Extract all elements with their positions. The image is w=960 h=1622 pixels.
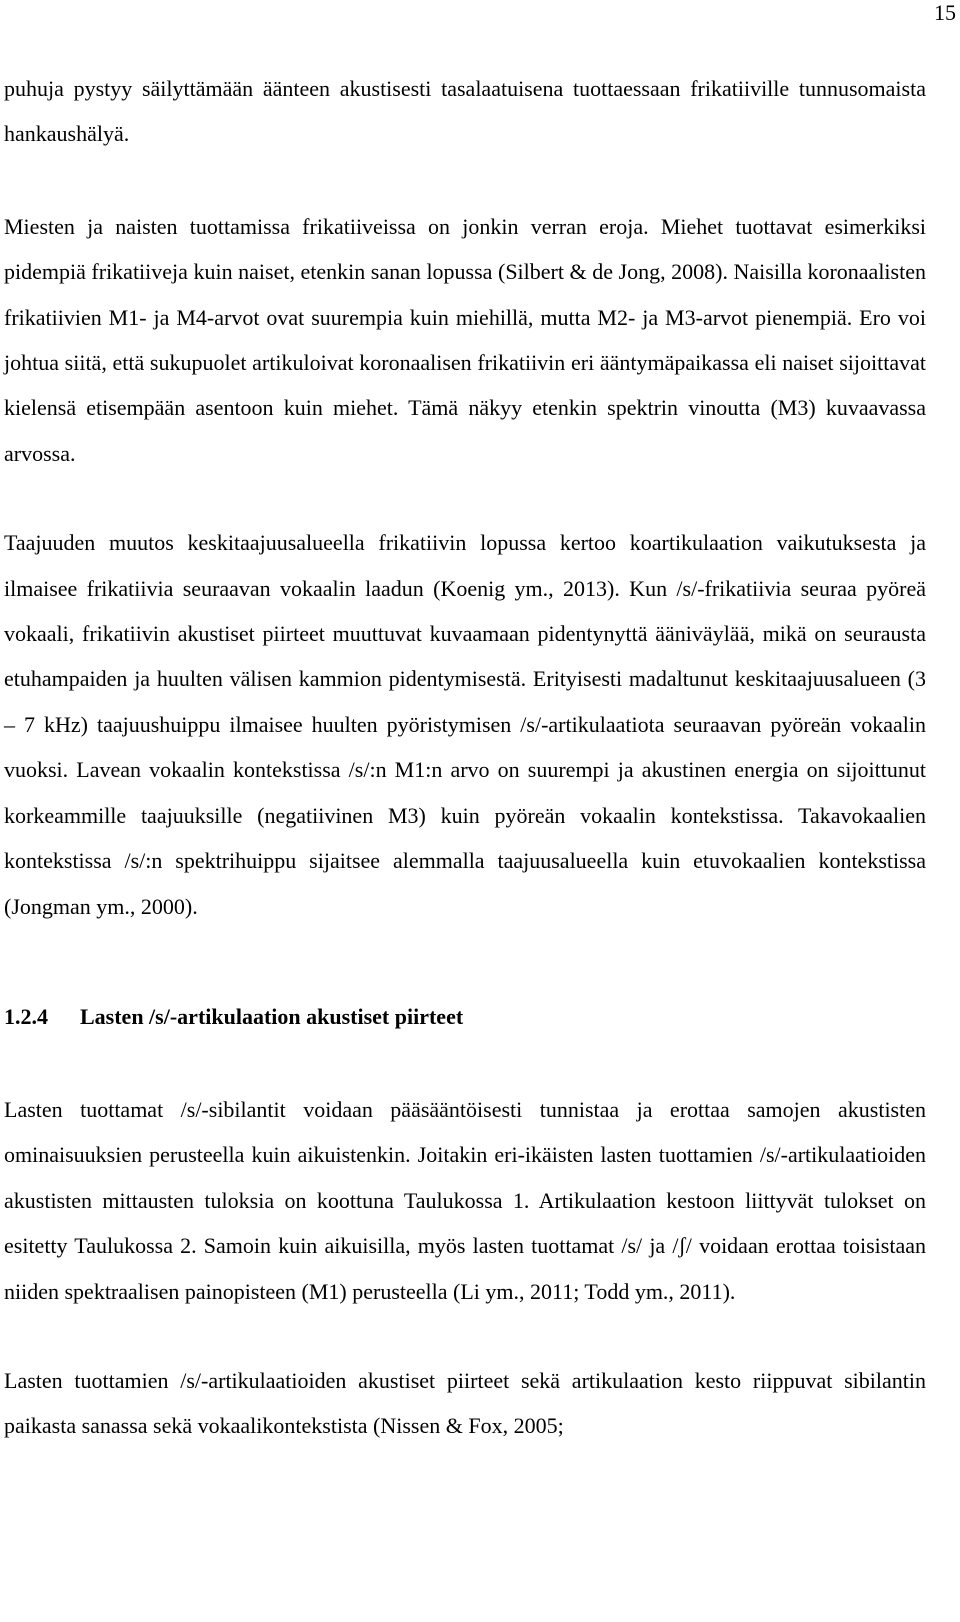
- paragraph-3: Taajuuden muutos keskitaajuusalueella frikatiivin lopussa kertoo koartikulaation vaikutuksesta ja ilmaisee frikatiivia seuraavan vokaalin laadun (Koenig ym., 2013). Kun /s/-frikatiivia seuraa pyöreä vokaali, frikatiivin akustiset piirteet muuttuvat kuvaamaan pidentynyttä ääniväylää, mikä on seurausta etuhampaiden ja huulten välisen kammion pidentymisestä. Erityisesti madaltunut keskitaajuusalueen (3 – 7 kHz) taajuushuippu ilmaisee huulten pyöristymisen /s/-artikulaatiota seuraavan pyöreän vokaalin vuoksi. Lavean vokaalin kontekstissa /s/:n M1:n arvo on suurempi ja akustinen energia on sijoittunut korkeammille taajuuksille (negatiivinen M3) kuin pyöreän vokaalin kontekstissa. Takavokaalien kontekstissa /s/:n spektrihuippu sijaitsee alemmalla taajuusalueella kuin etuvokaalien kontekstissa (Jongman ym., 2000).: [4, 530, 926, 919]
- page-number: 15: [934, 0, 956, 25]
- section-heading: [4, 997, 926, 1037]
- document-body: [4, 66, 926, 1449]
- paragraph-5: Lasten tuottamien /s/-artikulaatioiden akustiset piirteet sekä artikulaation kesto riippuvat sibilantin paikasta sanassa sekä vokaalikontekstista (Nissen & Fox, 2005;: [4, 1367, 926, 1439]
- section-number: 1.2.4: [4, 1003, 48, 1029]
- paragraph-2: Miesten ja naisten tuottamissa frikatiiveissa on jonkin verran eroja. Miehet tuottavat esimerkiksi pidempiä frikatiiveja kuin naiset, etenkin sanan lopussa (Silbert & de Jong, 2008). Naisilla koronaalisten frikatiivien M1- ja M4-arvot ovat suurempia kuin miehillä, mutta M2- ja M3-arvot pienempiä. Ero voi johtua siitä, että sukupuolet artikuloivat koronaalisen frikatiivin eri ääntymäpaikassa eli naiset sijoittavat kielensä etisempään asentoon kuin miehet. Tämä näkyy etenkin spektrin vinoutta (M3) kuvaavassa arvossa.: [4, 213, 926, 466]
- paragraph-1: puhuja pystyy säilyttämään äänteen akustisesti tasalaatuisena tuottaessaan frikatiiville tunnusomaista hankaushälyä.: [4, 76, 926, 147]
- paragraph-4: Lasten tuottamat /s/-sibilantit voidaan pääsääntöisesti tunnistaa ja erottaa samojen akustisten ominaisuuksien perusteella kuin aikuistenkin. Joitakin eri-ikäisten lasten tuottamien /s/-artikulaatioiden akustisten mittausten tuloksia on koottuna Taulukossa 1. Artikulaation kestoon liittyvät tulokset on esitetty Taulukossa 2. Samoin kuin aikuisilla, myös lasten tuottamat /s/ ja /ʃ/ voidaan erottaa toisistaan niiden spektraalisen painopisteen (M1) perusteella (Li ym., 2011; Todd ym., 2011).: [4, 1096, 926, 1304]
- section-title: Lasten /s/-artikulaation akustiset piirteet: [80, 1003, 464, 1029]
